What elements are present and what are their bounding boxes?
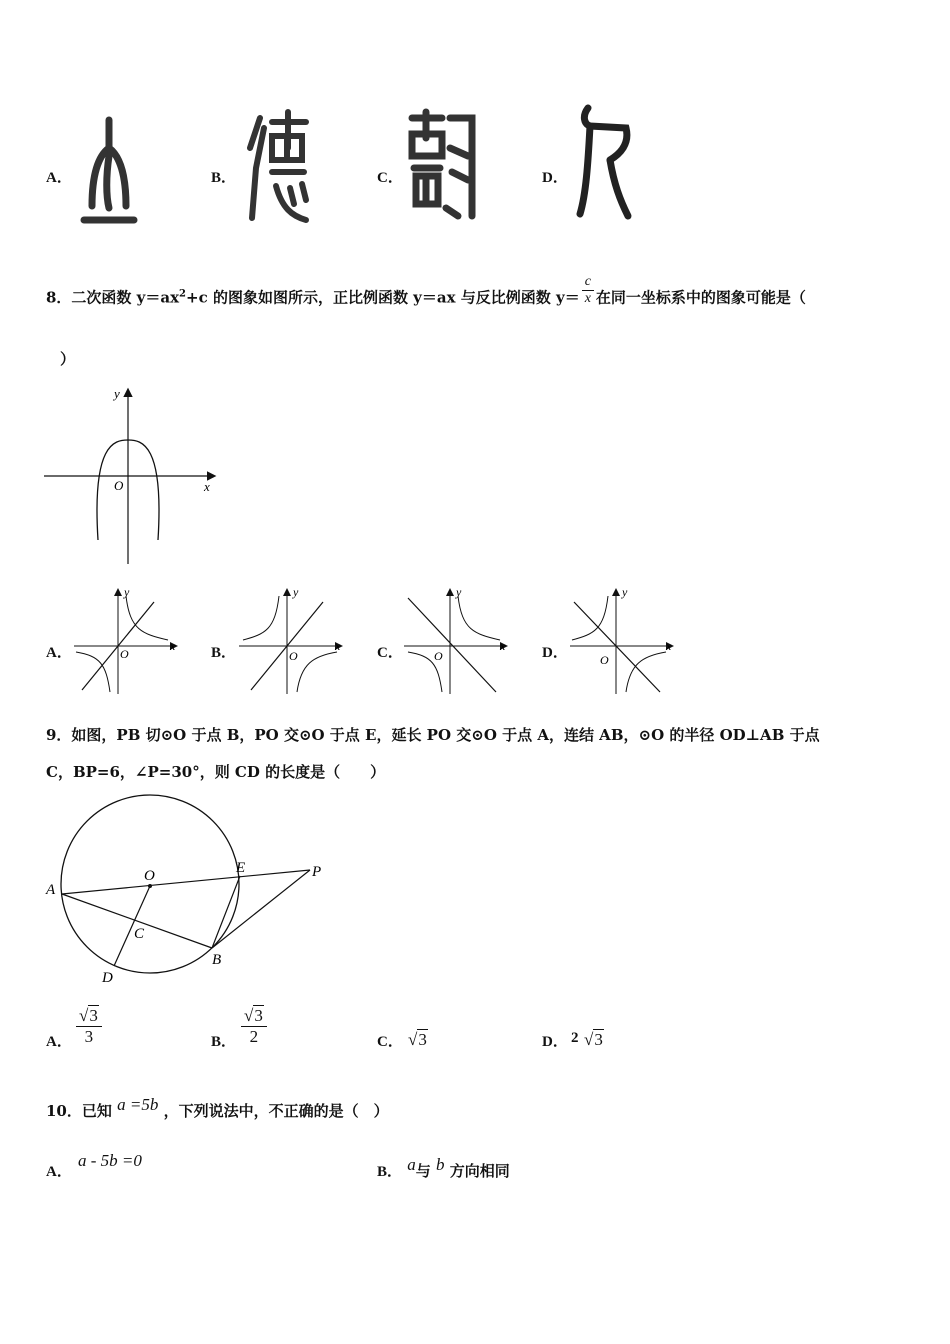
svg-text:x: x [500,639,506,653]
svg-text:O: O [289,649,298,663]
svg-text:D: D [102,970,113,986]
svg-text:C: C [134,926,145,942]
q9-option-d-value: √3 [584,1030,603,1049]
seal-script-character-b-icon [242,108,312,226]
svg-text:P: P [312,864,322,880]
q10-option-a-label[interactable]: A． [46,1164,72,1180]
svg-text:O: O [434,649,443,663]
line-ap [62,870,310,894]
seal-script-character-d-icon [574,104,636,222]
seal-script-character-a-icon [78,116,140,228]
q8-option-b-graph [237,586,347,696]
q8-stem-close: ） [60,350,76,368]
q7-option-a-label[interactable]: A． [46,170,72,186]
svg-text:y: y [622,586,628,599]
svg-text:y: y [124,586,130,599]
q7-option-c-label[interactable]: C． [377,170,403,186]
q9-option-a-label[interactable]: A． [46,1034,72,1050]
svg-text:x: x [335,639,341,653]
q9-option-d-coef: 2 [571,1030,579,1046]
q9-stem-line2: C，BP=6，∠P=30°，则 CD 的长度是（ ） [46,763,386,781]
q7-option-d-label[interactable]: D． [542,170,568,186]
y-axis-label: y [114,386,120,401]
q8-option-b-label[interactable]: B． [211,645,237,661]
q10-stem: 10．已知 a =5b ，下列说法中，不正确的是（ ） [46,1095,389,1120]
q10-condition: a =5b [117,1095,159,1114]
q7-option-b-label[interactable]: B． [211,170,237,186]
q10-option-b: B． a与 b 方向相同 [377,1155,510,1180]
q8-option-c-graph [402,586,512,696]
q9-option-c-value: √3 [408,1030,427,1049]
q9-option-b-label[interactable]: B． [211,1034,237,1050]
q9-option-a-value: $\frac{√3}{3}$ [76,1006,102,1047]
svg-text:O: O [600,653,609,667]
svg-text:O: O [144,868,155,884]
svg-text:y: y [293,586,299,599]
fraction-c-over-x: $\frac{c}{x}$ [582,274,594,307]
svg-text:E: E [236,860,246,876]
q8-option-a-graph [72,586,182,696]
q9-option-d-label[interactable]: D． [542,1034,568,1050]
q8-parabola-graph [42,384,218,566]
q9-option-c-label[interactable]: C． [377,1034,403,1050]
q9-circle-diagram [40,790,330,988]
svg-text:y: y [456,586,462,599]
origin-label: O [114,478,124,493]
svg-text:O: O [120,647,129,661]
x-axis-label: x [204,479,210,494]
q8-option-d-label[interactable]: D． [542,645,568,661]
svg-text:x: x [170,639,176,653]
q8-option-a-label[interactable]: A． [46,645,72,661]
q9-stem-line1: 9．如图，PB 切⊙O 于点 B，PO 交⊙O 于点 E，延长 PO 交⊙O 于点 A，连结 AB，⊙O 的半径 OD⊥AB 于点 [46,726,820,744]
q9-option-b-value: $\frac{√3}{2}$ [241,1006,267,1047]
seal-script-character-c-icon [406,108,476,224]
svg-text:x: x [666,639,672,653]
line-od [114,886,150,966]
svg-text:B: B [212,952,222,968]
q10-option-b-label[interactable]: B． [377,1164,403,1180]
svg-text:A: A [46,882,56,898]
q8-option-c-label[interactable]: C． [377,645,403,661]
q10-option-a-expr: a - 5b =0 [78,1151,142,1170]
q8-stem: 8．二次函数 $y=ax^2+c$ 的图象如图所示，正比例函数 y＝ax 与反比例函数 y＝ $\frac{c}{x}$ 在同一坐标系中的图象可能是（ [46,274,806,307]
q8-option-d-graph [568,586,678,696]
